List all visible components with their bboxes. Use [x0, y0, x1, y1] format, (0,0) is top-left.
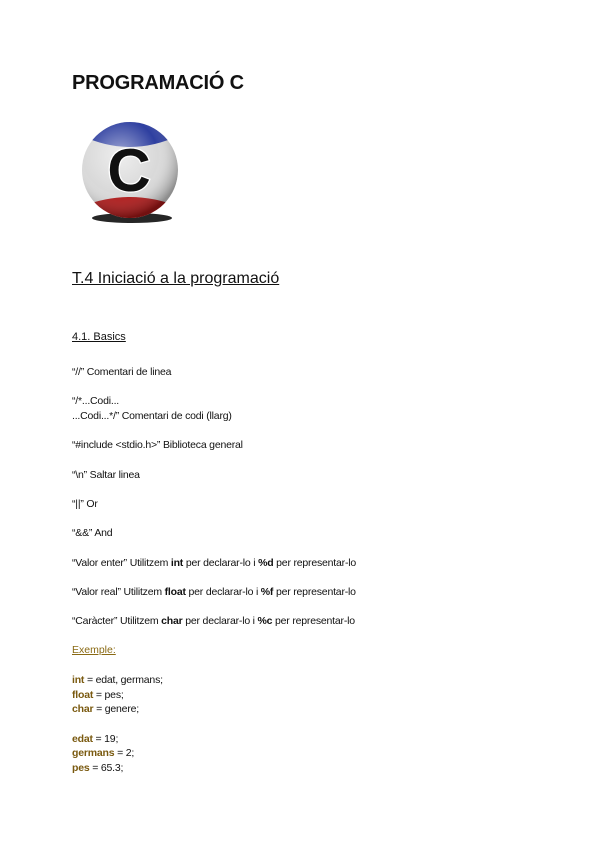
text-line-and: “&&” And: [72, 527, 113, 539]
code-line: [72, 747, 134, 759]
text-line-float-type: [72, 586, 356, 598]
code-rest: = 2;: [114, 747, 135, 759]
section-heading: 4.1. Basics: [72, 331, 126, 343]
code-line: [72, 689, 124, 701]
code-keyword: int: [72, 674, 85, 686]
type-mid: per declarar-lo i: [185, 586, 261, 598]
type-format: %f: [260, 586, 274, 598]
logo-letter: C: [107, 137, 151, 204]
type-post: per representar-lo: [272, 615, 355, 627]
type-desc: “Caràcter” Utilitzem: [72, 615, 162, 627]
text-line-comment-block-start: “/*...Codi...: [72, 395, 119, 407]
text-line-or: “||” Or: [72, 498, 98, 510]
type-keyword: float: [164, 586, 186, 598]
code-rest: = edat, germans;: [84, 674, 163, 686]
text-line-int-type: [72, 557, 356, 569]
text-line-include: “#include <stdio.h>” Biblioteca general: [72, 439, 243, 451]
type-keyword: int: [170, 557, 184, 569]
text-line-char-type: [72, 615, 355, 627]
code-rest: = pes;: [93, 689, 124, 701]
code-line: [72, 733, 118, 745]
type-desc: “Valor real” Utilitzem: [72, 586, 165, 598]
example-label: Exemple:: [72, 644, 116, 656]
page-title: PROGRAMACIÓ C: [72, 72, 244, 94]
text-line-newline: “\n” Saltar linea: [72, 469, 140, 481]
code-keyword: char: [72, 703, 94, 715]
c-language-logo: [78, 120, 182, 224]
type-format: %c: [257, 615, 273, 627]
code-line: [72, 762, 123, 774]
type-post: per representar-lo: [273, 586, 356, 598]
code-line: [72, 674, 163, 686]
code-rest: = genere;: [93, 703, 139, 715]
code-rest: = 19;: [92, 733, 119, 745]
code-line: [72, 703, 139, 715]
type-mid: per declarar-lo i: [182, 615, 258, 627]
code-keyword: float: [72, 689, 94, 701]
code-keyword: pes: [72, 762, 90, 774]
type-post: per representar-lo: [273, 557, 357, 569]
type-keyword: char: [161, 615, 183, 627]
code-rest: = 65.3;: [89, 762, 124, 774]
code-keyword: edat: [72, 733, 93, 745]
text-line-comment-block-end: ...Codi...*/” Comentari de codi (llarg): [72, 410, 232, 422]
chapter-heading: T.4 Iniciació a la programació: [72, 270, 280, 287]
text-line-comment: “//” Comentari de linea: [72, 366, 172, 378]
type-format: %d: [258, 557, 274, 569]
type-desc: “Valor enter” Utilitzem: [72, 557, 171, 569]
type-mid: per declarar-lo i: [183, 557, 259, 569]
code-keyword: germans: [72, 747, 115, 759]
